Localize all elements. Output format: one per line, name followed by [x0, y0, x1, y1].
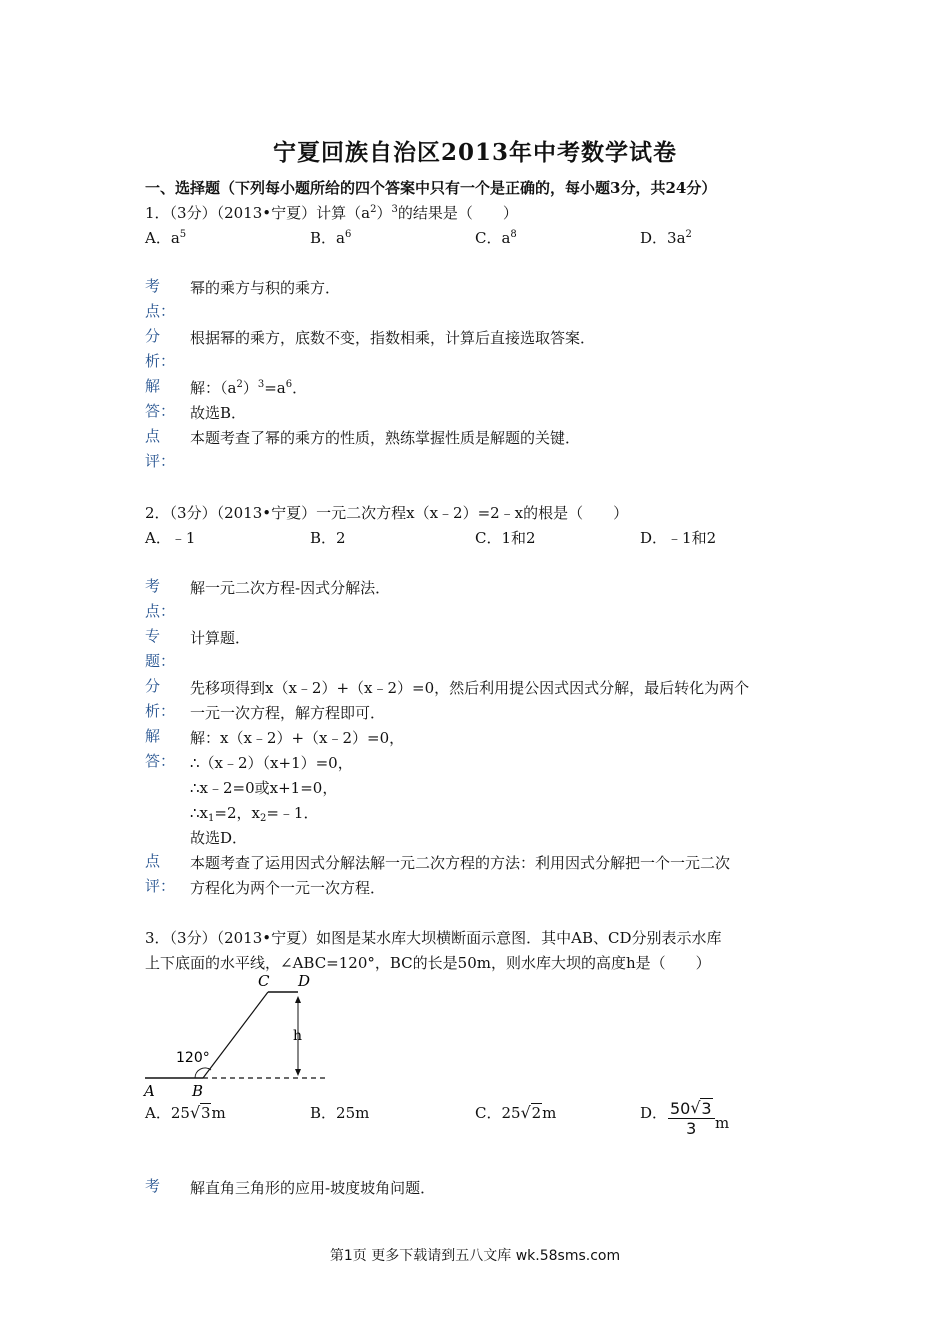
- height-arrow-top: [295, 996, 301, 1003]
- q2-dianping-line1: 本题考查了运用因式分解法解一元二次方程的方法：利用因式分解把一个一元二次: [190, 854, 731, 872]
- point-label-c: C: [258, 972, 270, 990]
- point-label-a: A: [144, 1082, 155, 1100]
- height-arrow-bottom: [295, 1069, 301, 1076]
- q3-option-b: B．25m: [310, 1104, 370, 1122]
- q2-zhuanti-text: 计算题．: [190, 629, 251, 647]
- q3-stem-line2: 上下底面的水平线，∠ABC=120°，BC的长是50m，则水库大坝的高度h是（ ）: [145, 954, 711, 972]
- q1-option-c: C．$a^8$: [475, 229, 517, 247]
- q2-jieda-line4: $\therefore x_1=2$，$x_2=﹣1$．: [190, 804, 319, 824]
- q2-option-d: D．﹣1和2: [640, 529, 717, 547]
- q3-option-d-key: D．: [640, 1104, 668, 1122]
- q2-jieda-line5: 故选D．: [190, 829, 248, 847]
- q1-jieda-line1: 解：$(a^2)^3=a^6$．: [190, 379, 308, 397]
- section-heading: 一、选择题（下列每小题所给的四个答案中只有一个是正确的，每小题3分，共24分）: [145, 179, 717, 197]
- q3-option-d-fraction: 50 √ 3 3: [668, 1099, 715, 1138]
- q2-jieda-line1: 解：x（x﹣2）+（x﹣2）=0，: [190, 729, 405, 747]
- page-title: 宁夏回族自治区2013年中考数学试卷: [272, 139, 677, 166]
- q2-jieda-label: 解 答：: [145, 727, 176, 770]
- q2-zhuanti-label: 专 题：: [145, 627, 176, 670]
- q1-jieda-line2: 故选B．: [190, 404, 247, 422]
- q1-jieda-label: 解 答：: [145, 377, 176, 420]
- q3-option-a: A．25 √ 3m: [145, 1103, 226, 1122]
- q1-stem: 1．（3分）（2013•宁夏）计算$(a^2)^3$的结果是（ ）: [145, 204, 518, 222]
- q2-fenxi-label: 分 析：: [145, 677, 176, 720]
- q3-stem-line1: 3．（3分）（2013•宁夏）如图是某水库大坝横断面示意图．其中AB、CD分别表示水库: [145, 929, 722, 947]
- height-label: h: [293, 1028, 303, 1044]
- q3-kaodian-label: 考: [145, 1177, 161, 1195]
- q1-kaodian-label: 考 点：: [145, 277, 176, 320]
- q3-kaodian-text: 解直角三角形的应用-坡度坡角问题．: [190, 1179, 436, 1197]
- q2-fenxi-line1: 先移项得到x（x﹣2）+（x﹣2）=0，然后利用提公因式因式分解，最后转化为两个: [190, 679, 750, 697]
- q2-dianping-line2: 方程化为两个一元一次方程．: [190, 879, 386, 897]
- dam-cross-section-figure: [140, 970, 340, 1100]
- q3-option-c: C．25 √ 2m: [475, 1103, 557, 1122]
- q1-fenxi-label: 分 析：: [145, 327, 176, 370]
- point-label-b: B: [192, 1082, 204, 1100]
- q2-option-a: A．﹣1: [145, 529, 196, 547]
- q2-option-b: B．2: [310, 529, 346, 547]
- q1-dianping-text: 本题考查了幂的乘方的性质，熟练掌握性质是解题的关键．: [190, 429, 581, 447]
- q1-fenxi-text: 根据幂的乘方，底数不变，指数相乘，计算后直接选取答案．: [190, 329, 596, 347]
- q2-dianping-label: 点 评：: [145, 852, 176, 895]
- q2-jieda-line2: ∴（x﹣2）（x+1）=0，: [190, 754, 353, 772]
- q1-option-d: D．$3a^2$: [640, 229, 692, 247]
- q2-option-c: C．1和2: [475, 529, 536, 547]
- slope-line-bc: [203, 992, 268, 1078]
- q1-kaodian-text: 幂的乘方与积的乘方．: [190, 279, 341, 297]
- q2-jieda-line3: ∴x﹣2=0或x+1=0，: [190, 779, 338, 797]
- page-footer: 第1页 更多下载请到五八文库 wk.58sms.com: [329, 1248, 621, 1264]
- angle-arc: [195, 1068, 211, 1078]
- q2-stem: 2．（3分）（2013•宁夏）一元二次方程x（x﹣2）=2﹣x的根是（ ）: [145, 504, 629, 522]
- q2-kaodian-label: 考 点：: [145, 577, 176, 620]
- point-label-d: D: [298, 972, 311, 990]
- q1-option-a: A．$a^5$: [145, 229, 187, 247]
- q2-kaodian-text: 解一元二次方程-因式分解法．: [190, 579, 391, 597]
- angle-label: 120°: [176, 1050, 210, 1066]
- q1-dianping-label: 点 评：: [145, 427, 176, 470]
- q2-fenxi-line2: 一元一次方程，解方程即可．: [190, 704, 386, 722]
- q3-option-d-unit: m: [715, 1114, 730, 1132]
- q1-option-b: B．$a^6$: [310, 229, 352, 247]
